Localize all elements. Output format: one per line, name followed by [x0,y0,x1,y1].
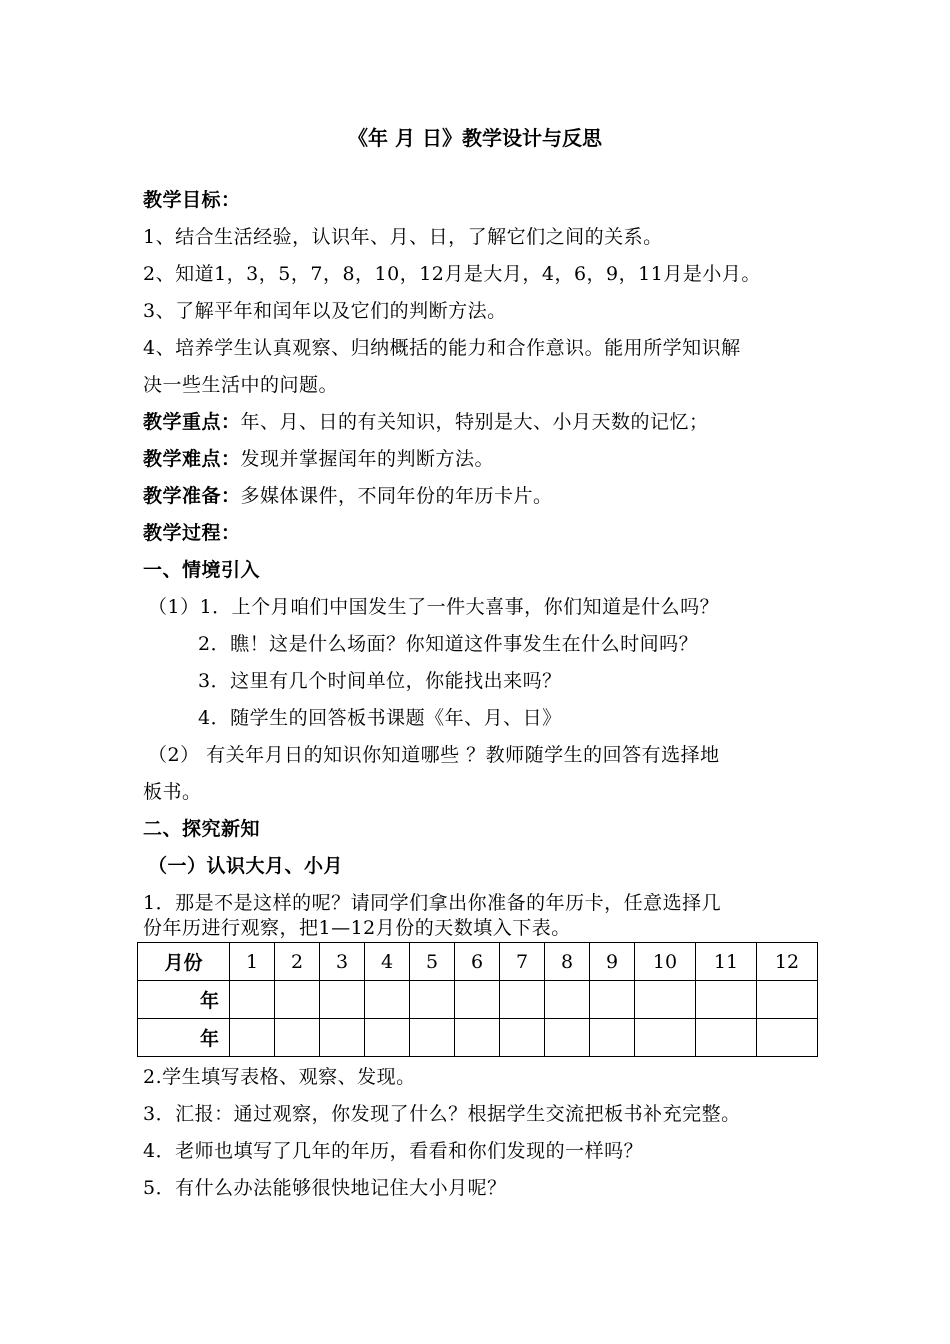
preparation [143,484,553,508]
section2-subheading: （一）认识大月、小月 [148,855,344,877]
table-header-cell: 12 [757,943,818,981]
table-cell [635,1019,696,1057]
table-header-cell: 8 [545,943,590,981]
month-days-table [137,942,818,1057]
table-cell [455,981,500,1019]
section1-item: （2） 有关年月日的知识你知道哪些 ？教师随学生的回答有选择地 [148,744,720,766]
section2-after: 3．汇报：通过观察，你发现了什么？根据学生交流把板书补充完整。 [143,1103,741,1125]
table-cell [590,1019,635,1057]
section1-item: 3．这里有几个时间单位，你能找出来吗？ [198,670,562,692]
table-header-cell: 9 [590,943,635,981]
section1-item: （1）1．上个月咱们中国发生了一件大喜事，你们知道是什么吗？ [148,596,720,618]
table-header-row [138,943,818,981]
table-cell [455,1019,500,1057]
table-header-cell: 3 [320,943,365,981]
table-cell [230,981,275,1019]
section2-after: 5．有什么办法能够很快地记住大小月呢？ [143,1177,507,1199]
table-cell [696,981,757,1019]
goal-line: 决一些生活中的问题。 [143,374,339,396]
table-cell [365,981,410,1019]
section2-after: 4．老师也填写了几年的年历，看看和你们发现的一样吗？ [143,1140,644,1162]
table-header-cell: 4 [365,943,410,981]
table-header-cell: 11 [696,943,757,981]
section1-item: 板书。 [143,781,202,803]
document-title: 《年 月 日》教学设计与反思 [348,126,602,150]
table-cell [320,981,365,1019]
table-cell [500,981,545,1019]
table-cell [410,981,455,1019]
table-cell [635,981,696,1019]
table-cell [275,981,320,1019]
key-points-label: 教学重点： [143,411,241,433]
section1-heading: 一、情境引入 [143,559,261,581]
table-cell [365,1019,410,1057]
difficulty [143,447,494,471]
table-cell [500,1019,545,1057]
difficulty-label: 教学难点： [143,448,241,470]
section1-item: 4．随学生的回答板书课题《年、月、日》 [198,707,562,729]
goal-line: 1、结合生活经验，认识年、月、日，了解它们之间的关系。 [143,226,663,248]
table-row [138,1019,818,1057]
goal-line: 3、了解平年和闰年以及它们的判断方法。 [143,300,507,322]
section2-heading: 二、探究新知 [143,818,261,840]
key-points [143,410,709,434]
table-cell [696,1019,757,1057]
table-cell [757,1019,818,1057]
goals-heading: 教学目标： [143,189,241,211]
table-header-cell: 1 [230,943,275,981]
table-cell [545,981,590,1019]
table-cell [230,1019,275,1057]
process-heading: 教学过程： [143,522,241,544]
preparation-label: 教学准备： [143,485,241,507]
preparation-text: 多媒体课件，不同年份的年历卡片。 [240,485,553,507]
table-row [138,981,818,1019]
goal-line: 2、知道1，3，5，7，8，10，12月是大月，4，6，9，11月是小月。 [143,263,761,285]
table-header-cell: 7 [500,943,545,981]
table-header-month: 月份 [138,943,230,981]
table-cell [410,1019,455,1057]
difficulty-text: 发现并掌握闰年的判断方法。 [240,448,495,470]
table-row-label: 年 [138,1019,230,1057]
table-cell [590,981,635,1019]
table-cell [320,1019,365,1057]
table-header-cell: 6 [455,943,500,981]
table-cell [757,981,818,1019]
section2-after: 2.学生填写表格、观察、发现。 [143,1066,416,1088]
table-header-cell: 2 [275,943,320,981]
section1-item: 2．瞧！这是什么场面？你知道这件事发生在什么时间吗？ [198,633,699,655]
table-cell [275,1019,320,1057]
table-row-label: 年 [138,981,230,1019]
section2-intro: 1．那是不是这样的呢？请同学们拿出你准备的年历卡，任意选择几 [143,892,722,914]
goal-line: 4、培养学生认真观察、归纳概括的能力和合作意识。能用所学知识解 [143,337,741,359]
table-header-cell: 5 [410,943,455,981]
table-cell [545,1019,590,1057]
section2-intro: 份年历进行观察，把1—12月份的天数填入下表。 [143,917,571,939]
table-header-cell: 10 [635,943,696,981]
key-points-text: 年、月、日的有关知识，特别是大、小月天数的记忆； [240,411,709,433]
